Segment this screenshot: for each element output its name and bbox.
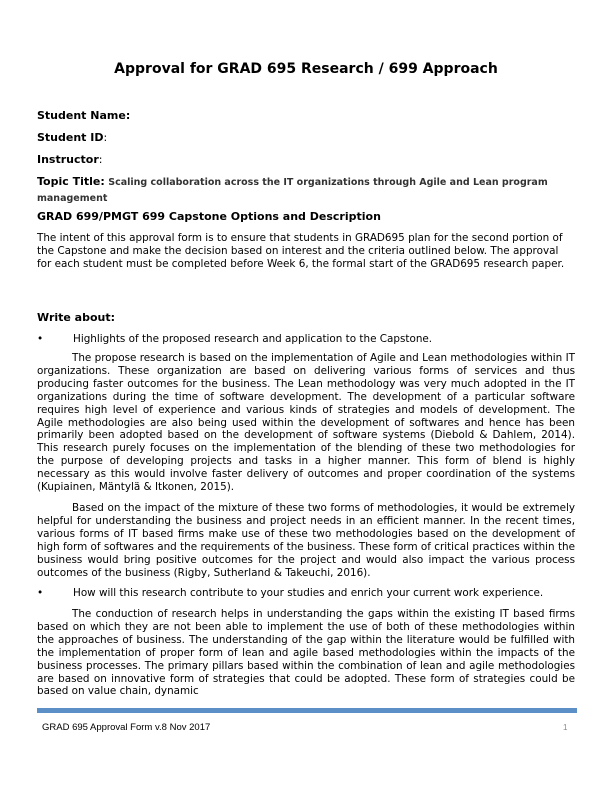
body-paragraph: Based on the impact of the mixture of these two forms of methodologies, it would be extremely helpful for understanding the business and project needs in an efficient manner. In the recent times, various forms of IT based firms make use of these two methodologies based on the development of high form of softwares and the requirements of the business. These form of critical practices within the business would bring positive outcomes for the project and would also impact the various process outcomes of the business (Rigby, Sutherland & Takeuchi, 2016). [37, 502, 575, 579]
instructor-colon: : [98, 153, 103, 166]
student-id-colon: : [103, 131, 108, 144]
write-about-heading: Write about: [37, 311, 116, 324]
bullet-text: Highlights of the proposed research and application to the Capstone. [73, 333, 433, 345]
student-name-label: Student Name: [37, 109, 131, 122]
topic-title-value: Scaling collaboration across the IT organizations through Agile and Lean program management [37, 177, 548, 204]
student-id-field [37, 131, 107, 144]
intro-paragraph: The intent of this approval form is to ensure that students in GRAD695 plan for the second portion of the Capstone and make the decision based on interest and the criteria outlined below. The approval for each student must be completed before Week 6, the formal start of the GRAD695 research paper. [37, 232, 565, 270]
bullet-icon: • [37, 587, 44, 599]
topic-title-field [37, 174, 577, 206]
body-paragraph: The propose research is based on the implementation of Agile and Lean methodologies within IT organizations. These organization are based on delivering various forms of services and thus producing faster outcomes for the business. The Lean methodology was very much adopted in the IT organizations during the time of software development. The development of a particular software requires high level of experience and various kinds of strategies and models of development. The Agile methodologies are also being used within the development of softwares and hence has been primarily been adopted based on the development of software systems (Diebold & Dahlem, 2014). This research purely focuses on the implementation of the blending of these two methodologies for the purpose of developing projects and tasks in a higher manner. This form of blend is highly necessary as this would involve faster delivery of outcomes and proper coordination of the systems (Kupiainen, Mäntylä & Itkonen, 2015). [37, 352, 575, 494]
bullet-icon: • [37, 333, 44, 345]
document-title: Approval for GRAD 695 Research / 699 Approach [114, 61, 498, 77]
body-paragraph: The conduction of research helps in understanding the gaps within the existing IT based firms based on which they are not been able to implement the use of both of these methodologies within the approaches of business. The understanding of the gap within the literature would be fulfilled with the implementation of proper form of lean and agile based methodologies within the impacts of the business processes. The primary pillars based within the combination of lean and agile methodologies are based on innovative form of strategies that could be adopted. These form of strategies could be based on value chain, dynamic [37, 608, 575, 698]
footer-rule [37, 708, 577, 713]
topic-title-label: Topic Title: [37, 175, 105, 188]
instructor-label: Instructor [37, 153, 99, 166]
instructor-field [37, 153, 102, 166]
section-heading: GRAD 699/PMGT 699 Capstone Options and Description [37, 210, 381, 223]
student-id-label: Student ID [37, 131, 104, 144]
page-number: 1 [563, 723, 568, 732]
student-name-field [37, 109, 130, 122]
bullet-text: How will this research contribute to your studies and enrich your current work experience. [73, 587, 544, 599]
footer-text: GRAD 695 Approval Form v.8 Nov 2017 [42, 722, 211, 733]
